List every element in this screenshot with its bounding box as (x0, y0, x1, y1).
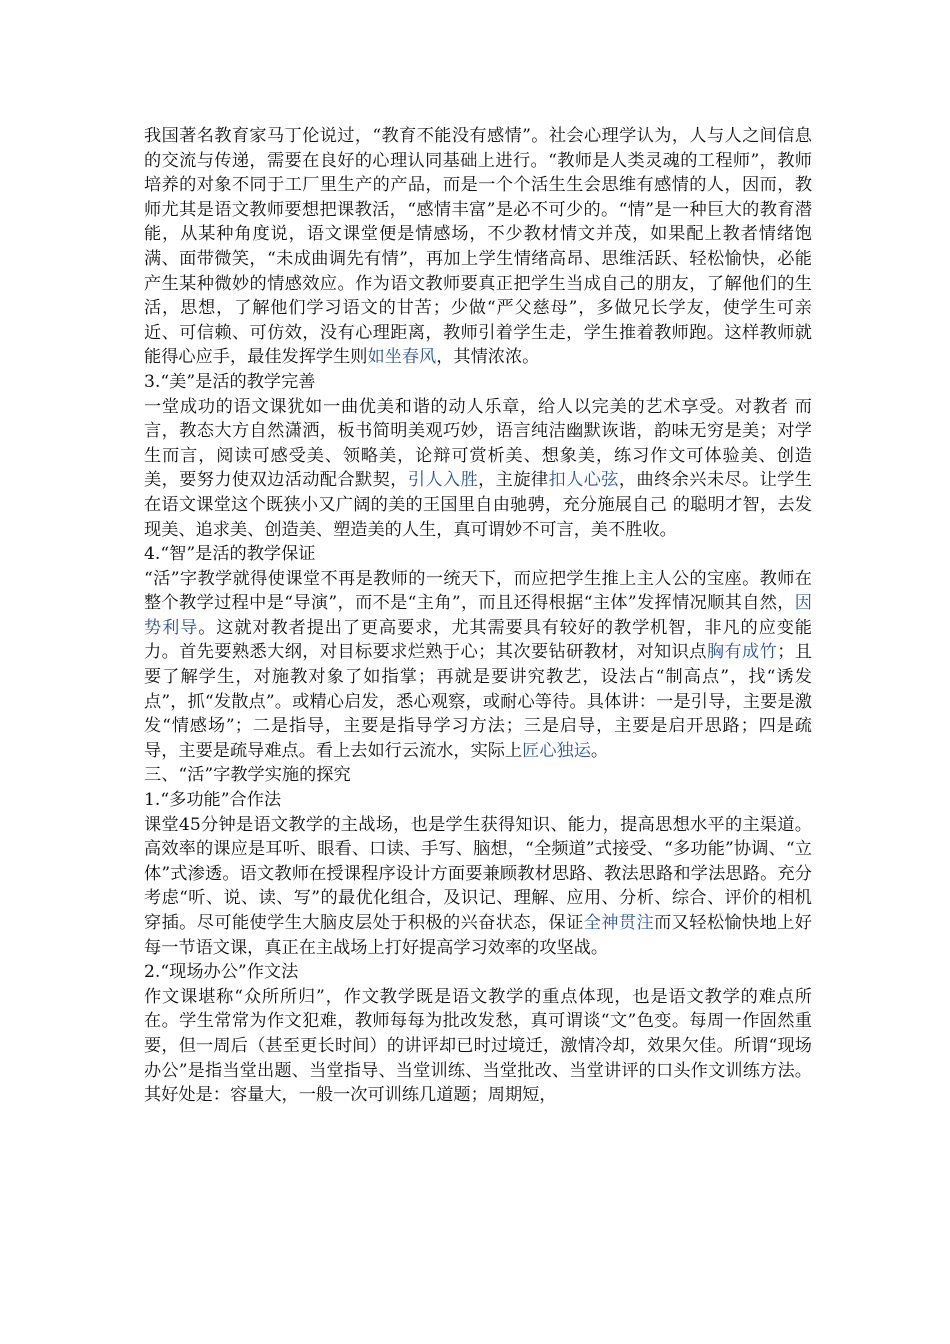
paragraph-onsite-writing: 作文课堪称“众所所归”，作文教学既是语文教学的重点体现，也是语文教学的难点所在。学生常常为作文犯难，教师每每为批改发愁，真可谓谈“文”色变。每周一作固然重要，但一周后（甚至更长时间）的讲评却已时过境迁，激情冷却，效果欠佳。所谓“现场办公”是指当堂出题、当堂指导、当堂训练、当堂批改、当堂讲评的口头作文训练方法。其好处是：容量大，一般一次可训练几道题；周期短， (144, 986, 812, 1106)
paragraph-text: “活”字教学就得使课堂不再是教师的一统天下，而应把学生推上主人公的宝座。教师在整个教学过程中是“导演”，而不是“主角”，而且还得根据“主体”发挥情况顺其自然， (144, 568, 812, 614)
paragraph-text: ，曲终余兴未尽。让学生在语文课堂这个既狭小又广阔的美的王国里自由驰骋，充分施展自己 的聪明才智，去发现美、追求美、创造美、塑造美的人生，真可谓妙不可言，美不胜收。 (144, 470, 812, 540)
paragraph-text: ；且要了解学生，对施教对象了如指掌；再就是要讲究教艺，设法占“制高点”，找“诱发点”，抓“发散点”。或精心启发，悉心观察，或耐心等待。具体讲：一是引导，主要是激发“情感场”；二是指导，主要是指导学习方法；三是启导，主要是启开思路；四是疏导，主要是疏导难点。看上去如行云流水，实际上 (144, 642, 812, 761)
idiom-link-xiong-you-cheng-zhu[interactable]: 胸有成竹 (706, 642, 778, 663)
idiom-link-quan-shen-guan-zhu[interactable]: 全神贯注 (583, 913, 655, 933)
paragraph-multifunction (144, 813, 812, 961)
paragraph-text: 。这就对教者提出了更高要求，尤其需要具有较好的教学机智，非凡的应变能力。首先要熟悉大纲，对目标要求烂熟于心；其次要钻研教材，对知识点 (144, 617, 812, 663)
paragraph-wisdom (144, 567, 812, 764)
paragraph-text: ，主旋律 (478, 470, 549, 491)
paragraph-text: 而又轻松愉快地上好每一节语文课，真正在主战场上打好提高学习效率的攻坚战。 (144, 913, 812, 958)
paragraph-emotion (144, 124, 812, 370)
paragraph-beauty (144, 395, 812, 543)
paragraph-text: 我国著名教育家马丁伦说过，“教育不能没有感情”。社会心理学认为，人与人之间信息的交流与传递，需要在良好的心理认同基础上进行。“教师是人类灵魂的工程师”，教师培养的对象不同于工厂里生产的产品，而是一个个活生生会思维有感情的人，因而，教师尤其是语文教师要想把课教活，“感情丰富”是必不可少的。“情”是一种巨大的教育潜能，从某种角度说，语文课堂便是情感场，不少教材情文并茂，如果配上教者情绪饱满、面带微笑，“未成曲调先有情”，再加上学生情绪高昂、思维活跃、轻松愉快，必能产生某种微妙的情感效应。作为语文教师要真正把学生当成自己的朋友，了解他们的生活，思想，了解他们学习语文的甘苦；少做“严父慈母”，多做兄长学友，使学生可亲近、可信赖、可仿效，没有心理距离，教师引着学生走，学生推着教师跑。这样教师就能得心应手，最佳发挥学生则 (144, 126, 812, 368)
paragraph-text: ，其情浓浓。 (436, 347, 540, 368)
heading-beauty: 3.“美”是活的教学完善 (144, 371, 316, 392)
paragraph-text: 。 (590, 740, 609, 761)
document-body (144, 124, 812, 1108)
paragraph-text: 课堂45分钟是语文教学的主战场，也是学生获得知识、能力，提高思想水平的主渠道。高效率的课应是耳听、眼看、口读、手写、脑想，“全频道”式接受、“多功能”协调、“立体”式渗透。语文教师在授课程序设计方面要兼顾教材思路、教法思路和学法思路。充分考虑“听、说、读、写”的最优化组合，及识记、理解、应用、分析、综合、评价的相机穿插。尽可能使学生大脑皮层处于积极的兴奋状态，保证 (144, 814, 812, 933)
heading-multifunction-method: 1.“多功能”合作法 (144, 790, 282, 811)
heading-wisdom: 4.“智”是活的教学保证 (144, 544, 316, 565)
idiom-link-kou-ren-xin-xian[interactable]: 扣人心弦 (548, 470, 619, 491)
paragraph-text: 一堂成功的语文课犹如一曲优美和谐的动人乐章，给人以完美的艺术享受。对教者 而言，教态大方自然潇洒，板书简明美观巧妙，语言纯洁幽默诙谐，韵味无穷是美；对学生而言，阅读可感受美、领略美，论辩可赏析美、想象美，练习作文可体验美、创造美，要努力使双边活动配合默契， (144, 396, 812, 491)
idiom-link-yin-ren-ru-sheng[interactable]: 引人入胜 (407, 470, 479, 491)
idiom-link-ru-zuo-chun-feng[interactable]: 如坐春风 (367, 347, 437, 368)
idiom-link-yin-shi-li-dao[interactable]: 因势利导 (144, 593, 812, 638)
section-heading-implementation: 三、“活”字教学实施的探究 (144, 765, 351, 786)
idiom-link-jiang-xin-du-yun[interactable]: 匠心独运 (522, 740, 591, 761)
heading-onsite-writing-method: 2.“现场办公”作文法 (144, 962, 299, 983)
